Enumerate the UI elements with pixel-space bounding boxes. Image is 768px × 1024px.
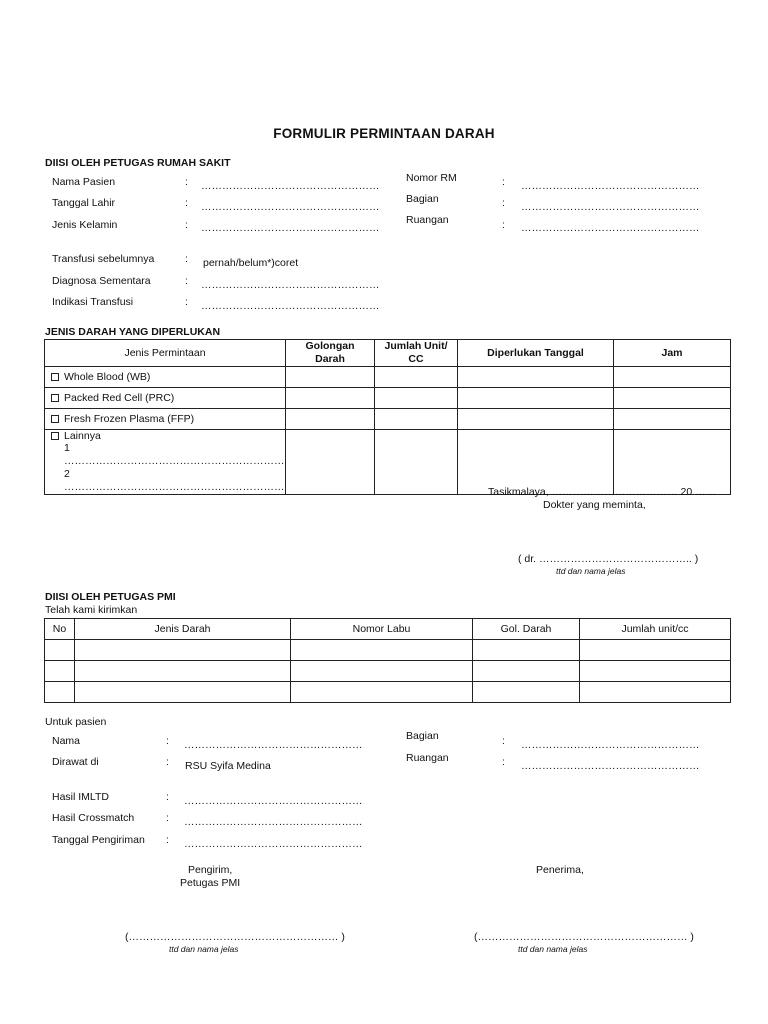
colon: : <box>185 219 188 231</box>
required-date-cell[interactable] <box>458 430 614 495</box>
form-title: FORMULIR PERMINTAAN DARAH <box>273 126 495 141</box>
required-date-cell[interactable] <box>458 409 614 430</box>
header-required-date: Diperlukan Tanggal <box>458 340 614 367</box>
previous-transfusion-label: Transfusi sebelumnya <box>52 253 155 265</box>
sender-role-label: Petugas PMI <box>180 877 241 889</box>
colon: : <box>185 296 188 308</box>
patient-name-field[interactable]: …………………………………………… <box>201 180 380 192</box>
crossmatch-result-field[interactable]: …………………………………………… <box>184 816 363 828</box>
diagnosis-field[interactable]: …………………………………………… <box>201 279 380 291</box>
name-field[interactable]: …………………………………………… <box>184 739 363 751</box>
time-cell[interactable] <box>614 430 731 495</box>
colon: : <box>502 197 505 209</box>
blood-group-cell[interactable] <box>286 367 375 388</box>
gender-label: Jenis Kelamin <box>52 219 118 231</box>
room-field[interactable]: …………………………………………… <box>521 760 700 772</box>
birth-date-label: Tanggal Lahir <box>52 197 116 209</box>
other-checkbox[interactable] <box>51 432 59 440</box>
packed-red-cell-checkbox[interactable] <box>51 394 59 402</box>
request-type-cell <box>45 409 286 430</box>
colon: : <box>502 735 505 747</box>
unit-amount-cell[interactable] <box>375 430 458 495</box>
header-blood-group: Golongan Darah <box>286 340 375 367</box>
department-field[interactable]: …………………………………………… <box>521 739 700 751</box>
record-number-label: Nomor RM <box>406 172 457 184</box>
table-cell[interactable] <box>580 682 731 703</box>
department-label: Bagian <box>406 193 439 205</box>
packed-red-cell-label: Packed Red Cell (PRC) <box>64 392 175 404</box>
table-row <box>45 367 731 388</box>
unit-amount-cell[interactable] <box>375 388 458 409</box>
time-cell[interactable] <box>614 367 731 388</box>
imltd-result-label: Hasil IMLTD <box>52 791 109 803</box>
blood-group-cell[interactable] <box>286 430 375 495</box>
time-cell[interactable] <box>614 409 731 430</box>
indication-field[interactable]: …………………………………………… <box>201 300 380 312</box>
table-row <box>45 409 731 430</box>
birth-date-field[interactable]: …………………………………………… <box>201 201 380 213</box>
time-cell[interactable] <box>614 388 731 409</box>
fresh-frozen-plasma-checkbox[interactable] <box>51 415 59 423</box>
previous-transfusion-field[interactable]: pernah/belum*)coret <box>203 257 299 269</box>
unit-amount-cell[interactable] <box>375 409 458 430</box>
table-cell[interactable] <box>473 640 580 661</box>
header-request-type: Jenis Permintaan <box>45 340 286 367</box>
header-bag-number: Nomor Labu <box>291 619 473 640</box>
colon: : <box>166 812 169 824</box>
requesting-doctor-label: Dokter yang meminta, <box>543 499 646 511</box>
pmi-section-heading: DIISI OLEH PETUGAS PMI <box>45 591 176 603</box>
table-header-row <box>45 619 731 640</box>
colon: : <box>502 756 505 768</box>
required-date-cell[interactable] <box>458 388 614 409</box>
colon: : <box>166 756 169 768</box>
table-row <box>45 661 731 682</box>
whole-blood-label: Whole Blood (WB) <box>64 371 151 383</box>
blood-group-cell[interactable] <box>286 388 375 409</box>
indication-label: Indikasi Transfusi <box>52 296 134 308</box>
hospital-section-heading: DIISI OLEH PETUGAS RUMAH SAKIT <box>45 157 231 169</box>
room-label: Ruangan <box>406 752 449 764</box>
table-cell[interactable] <box>291 682 473 703</box>
fresh-frozen-plasma-label: Fresh Frozen Plasma (FFP) <box>64 413 195 425</box>
department-label: Bagian <box>406 730 439 742</box>
required-date-cell[interactable] <box>458 367 614 388</box>
receiver-name-line[interactable]: (…………………………………………………… ) <box>474 931 694 943</box>
blood-request-table <box>44 339 731 495</box>
diagnosis-label: Diagnosa Sementara <box>52 275 151 287</box>
crossmatch-result-label: Hasil Crossmatch <box>52 812 135 824</box>
shipping-date-field[interactable]: …………………………………………… <box>184 838 363 850</box>
signature-caption: ttd dan nama jelas <box>556 566 626 576</box>
pmi-sent-label: Telah kami kirimkan <box>45 604 138 616</box>
colon: : <box>185 176 188 188</box>
colon: : <box>185 253 188 265</box>
sender-name-line[interactable]: (…………………………………………………… ) <box>125 931 345 943</box>
table-cell[interactable] <box>291 640 473 661</box>
name-label: Nama <box>52 735 81 747</box>
request-type-cell <box>45 430 286 495</box>
receiver-label: Penerima, <box>536 864 584 876</box>
table-cell[interactable] <box>75 661 291 682</box>
imltd-result-field[interactable]: …………………………………………… <box>184 795 363 807</box>
shipment-table <box>44 618 731 703</box>
patient-name-label: Nama Pasien <box>52 176 116 188</box>
colon: : <box>166 834 169 846</box>
table-row <box>45 682 731 703</box>
department-field[interactable]: …………………………………………… <box>521 201 700 213</box>
shipping-date-label: Tanggal Pengiriman <box>52 834 145 846</box>
table-cell[interactable] <box>580 661 731 682</box>
header-blood-group: Gol. Darah <box>473 619 580 640</box>
room-field[interactable]: …………………………………………… <box>521 222 700 234</box>
table-header-row <box>45 340 731 367</box>
colon: : <box>185 275 188 287</box>
request-type-cell <box>45 388 286 409</box>
other-label: Lainnya <box>64 430 101 442</box>
other-line-1[interactable]: 1 ……………………………………………………… <box>64 442 285 467</box>
table-cell[interactable] <box>473 661 580 682</box>
colon: : <box>166 791 169 803</box>
record-number-field[interactable]: …………………………………………… <box>521 180 700 192</box>
table-row <box>45 388 731 409</box>
table-row <box>45 430 731 495</box>
treated-at-label: Dirawat di <box>52 756 99 768</box>
for-patient-heading: Untuk pasien <box>45 716 107 728</box>
place-date-line: Tasikmalaya, ……………………………… 20 …… <box>488 486 717 498</box>
table-cell[interactable] <box>75 682 291 703</box>
receiver-signature-caption: ttd dan nama jelas <box>518 944 588 954</box>
sender-signature-caption: ttd dan nama jelas <box>169 944 239 954</box>
header-blood-type: Jenis Darah <box>75 619 291 640</box>
header-time: Jam <box>614 340 731 367</box>
table-cell[interactable] <box>45 661 75 682</box>
colon: : <box>185 197 188 209</box>
room-label: Ruangan <box>406 214 449 226</box>
table-cell[interactable] <box>45 640 75 661</box>
colon: : <box>502 219 505 231</box>
request-type-cell <box>45 367 286 388</box>
table-cell[interactable] <box>291 661 473 682</box>
blood-group-cell[interactable] <box>286 409 375 430</box>
header-no: No <box>45 619 75 640</box>
blood-type-section-heading: JENIS DARAH YANG DIPERLUKAN <box>45 326 221 338</box>
header-unit-amount: Jumlah unit/cc <box>580 619 731 640</box>
colon: : <box>502 176 505 188</box>
other-line-2[interactable]: 2 ……………………………………………………… <box>64 468 285 493</box>
colon: : <box>166 735 169 747</box>
whole-blood-checkbox[interactable] <box>51 373 59 381</box>
table-cell[interactable] <box>75 640 291 661</box>
header-unit-amount: Jumlah Unit/ CC <box>375 340 458 367</box>
doctor-name-line[interactable]: ( dr. …………………………………….. ) <box>518 553 699 565</box>
table-cell[interactable] <box>45 682 75 703</box>
treated-at-field[interactable]: RSU Syifa Medina <box>185 760 271 772</box>
gender-field[interactable]: …………………………………………… <box>201 222 380 234</box>
table-cell[interactable] <box>473 682 580 703</box>
sender-label: Pengirim, <box>188 864 233 876</box>
table-row <box>45 640 731 661</box>
unit-amount-cell[interactable] <box>375 367 458 388</box>
table-cell[interactable] <box>580 640 731 661</box>
